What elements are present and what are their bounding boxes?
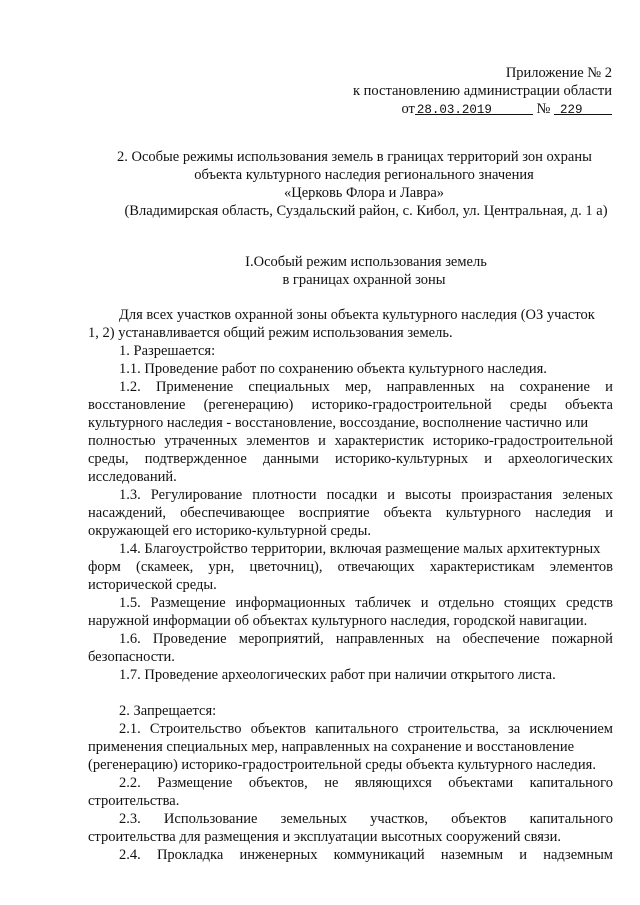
item-1-6-line-2: безопасности. [88,649,175,665]
resolution-date-number [402,100,613,118]
item-1-1: 1.1. Проведение работ по сохранению объекта культурного наследия. [119,361,547,377]
item-1-4-line-3: исторической среды. [88,577,217,593]
item-1-2-line-2: восстановление (регенерацию) историко-градостроительной среды объекта [88,397,613,413]
item-1-5-line-2: наружной информации об объектах культурного наследия, городской навигации. [88,613,588,629]
title-line-3: «Церковь Флора и Лавра» [283,185,445,201]
appendix-label: Приложение № 2 [505,65,612,81]
forbidden-heading: 2. Запрещается: [119,703,217,719]
item-2-1-line-1: 2.1. Строительство объектов капитального строительства, за исключением [119,721,613,737]
item-2-3-line-2: строительства для размещения и эксплуатации высотных сооружений связи. [88,829,562,845]
item-2-2-line-2: строительства. [88,793,180,809]
item-1-4-line-1: 1.4. Благоустройство территории, включая размещение малых архитектурных [119,541,601,557]
item-1-2-line-5: среды, подтвержденное данными историко-культурных и археологических [88,451,613,467]
item-1-3-line-3: окружающей его историко-культурной среды. [88,523,372,539]
item-1-5-line-1: 1.5. Размещение информационных табличек и отдельно стоящих средств [119,595,613,611]
resolution-date: 28.03.2019 [416,103,492,117]
allowed-heading: 1. Разрешается: [119,343,216,359]
item-2-1-line-2: применения специальных мер, направленных на сохранение и восстановление [88,739,575,755]
title-line-1: 2. Особые режимы использования земель в границах территорий зон охраны [117,149,592,165]
item-1-3-line-1: 1.3. Регулирование плотности посадки и высоты произрастания зеленых [119,487,613,503]
number-label: № [536,101,551,117]
item-2-1-line-3: (регенерацию) историко-градостроительной среды объекта культурного наследия. [88,757,596,773]
title-line-4: (Владимирская область, Суздальский район, с. Кибол, ул. Центральная, д. 1 а) [124,203,608,219]
item-2-4-line-1: 2.4. Прокладка инженерных коммуникаций наземным и надземным [119,847,613,863]
item-2-3-line-1: 2.3. Использование земельных участков, объектов капитального [119,811,613,827]
resolution-label: к постановлению администрации области [352,83,612,99]
intro-line-1: Для всех участков охранной зоны объекта культурного наследия (ОЗ участок [119,307,595,323]
section-heading-1: I.Особый режим использования земель [245,254,487,270]
item-1-2-line-4: полностью утраченных элементов и характеристик историко-градостроительной [88,433,613,449]
item-1-7: 1.7. Проведение археологических работ при наличии открытого листа. [119,667,556,683]
item-1-3-line-2: насаждений, обеспечивающее восприятие объекта культурного наследия и [88,505,613,521]
item-1-4-line-2: форм (скамеек, урн, цветочниц), отвечающих характеристикам элементов [88,559,613,575]
resolution-number: 229 [560,103,583,117]
section-heading-2: в границах охранной зоны [282,272,446,288]
title-line-2: объекта культурного наследия регионального значения [194,167,534,183]
intro-line-2: 1, 2) устанавливается общий режим использования земель. [88,325,453,341]
from-label: от [401,101,415,117]
item-1-2-line-3: культурного наследия - восстановление, воссоздание, восполнение частично или [88,415,589,431]
item-1-6-line-1: 1.6. Проведение мероприятий, направленных на обеспечение пожарной [119,631,613,647]
item-1-2-line-1: 1.2. Применение специальных мер, направленных на сохранение и [119,379,613,395]
item-2-2-line-1: 2.2. Размещение объектов, не являющихся объектами капитального [119,775,613,791]
item-1-2-line-6: исследований. [88,469,177,485]
